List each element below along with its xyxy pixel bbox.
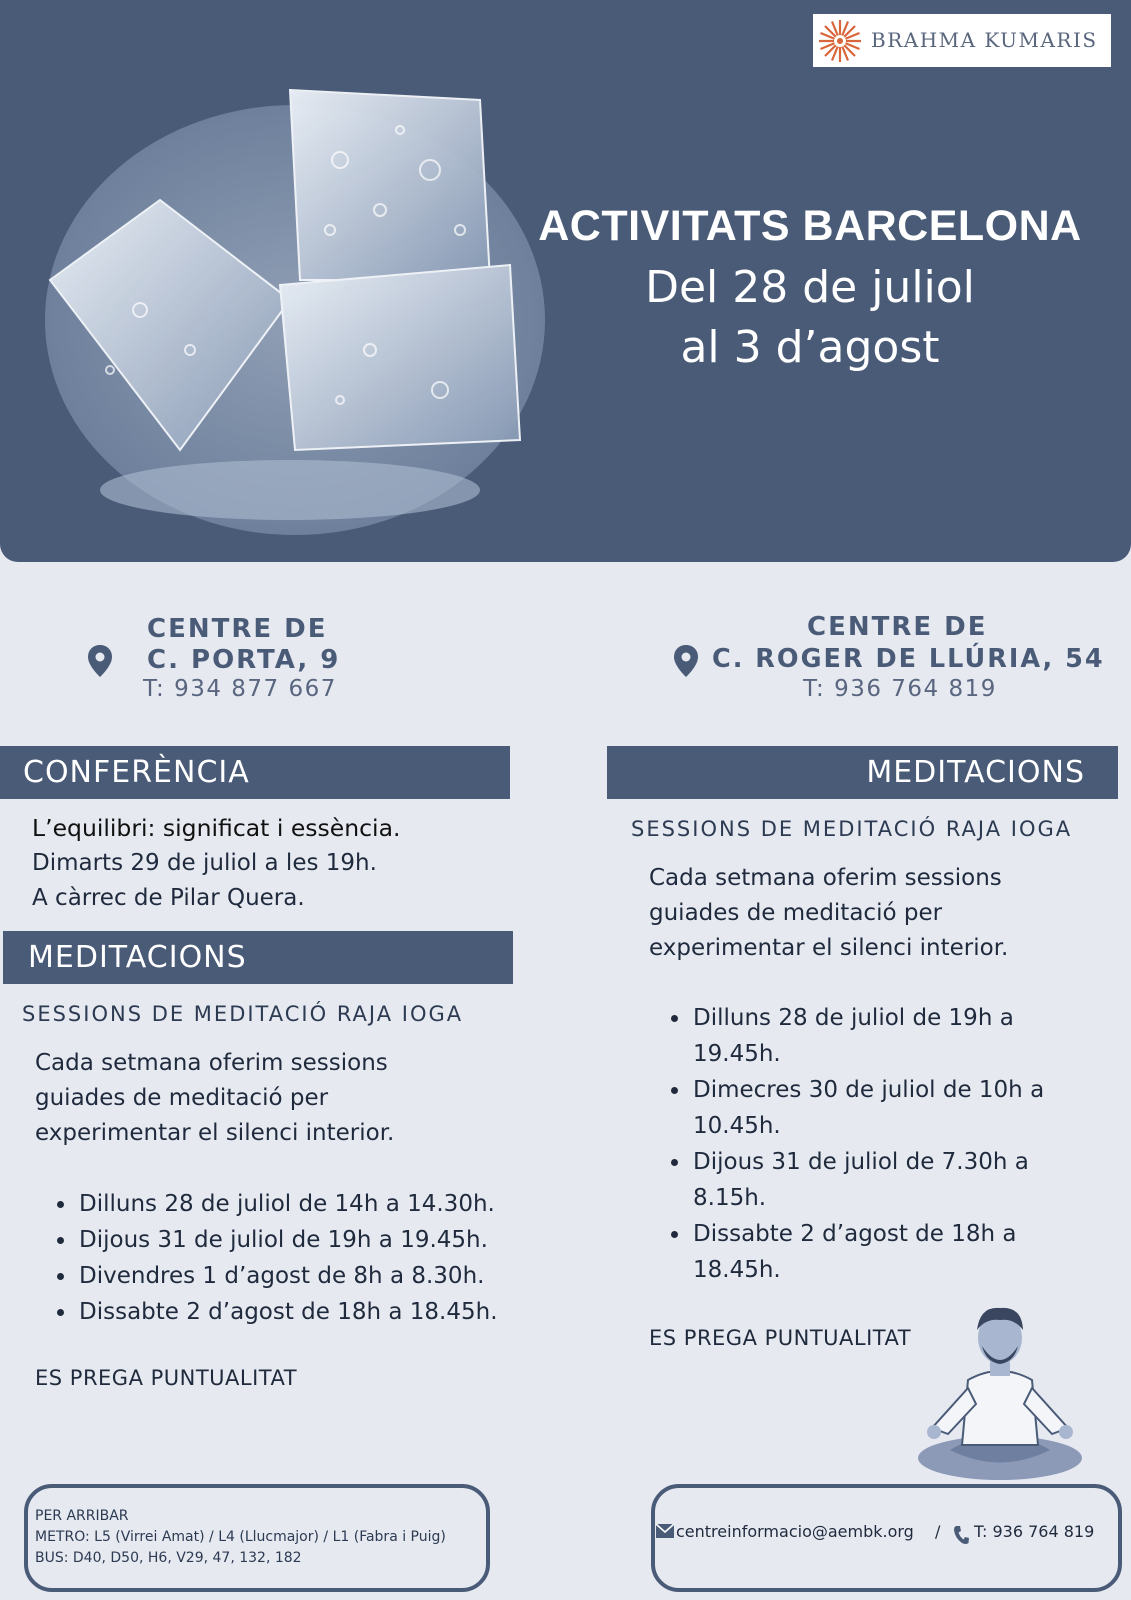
conference-date: Dimarts 29 de juliol a les 19h. — [32, 850, 377, 876]
conference-speaker: A càrrec de Pilar Quera. — [32, 885, 305, 911]
page-title: ACTIVITATS BARCELONA — [538, 202, 1082, 250]
list-item: • Dilluns 28 de juliol de 19h a 19.45h. — [691, 1000, 1066, 1072]
location-pin-icon — [673, 644, 699, 678]
logo-text: BRAHMA KUMARIS — [871, 28, 1098, 52]
sun-logo-icon — [817, 18, 863, 64]
list-item: • Dijous 31 de juliol de 19h a 19.45h. — [77, 1222, 557, 1258]
list-item: • Dijous 31 de juliol de 7.30h a 8.15h. — [691, 1144, 1066, 1216]
session-list-right — [649, 1000, 1066, 1288]
directions-title: PER ARRIBAR — [35, 1508, 129, 1524]
envelope-icon — [656, 1524, 674, 1538]
header-banner — [0, 0, 1131, 562]
centre-left-phone: T: 934 877 667 — [143, 676, 337, 702]
centre-left-line1: CENTRE DE — [147, 614, 328, 644]
contact-separator: / — [935, 1522, 941, 1541]
punctuality-note-right: ES PREGA PUNTUALITAT — [649, 1326, 912, 1350]
meditation-subheading-left: SESSIONS DE MEDITACIÓ RAJA IOGA — [22, 1002, 464, 1026]
directions-bus: BUS: D40, D50, H6, V29, 47, 132, 182 — [35, 1550, 302, 1566]
meditating-man-illustration — [910, 1300, 1090, 1490]
centre-right-line1: CENTRE DE — [807, 612, 988, 642]
directions-metro: METRO: L5 (Virrei Amat) / L4 (Llucmajor) / L1 (Fabra i Puig) — [35, 1529, 446, 1545]
meditation-description-left: Cada setmana oferim sessions guiades de meditació per experimentar el silenci interior. — [35, 1050, 395, 1146]
list-item: • Dissabte 2 d’agost de 18h a 18.45h. — [77, 1294, 557, 1330]
centre-right-address: C. ROGER DE LLÚRIA, 54 — [712, 644, 1105, 674]
conference-title: L’equilibri: significat i essència. — [32, 814, 401, 842]
centre-right-phone: T: 936 764 819 — [803, 676, 997, 702]
ice-cubes-illustration — [40, 70, 560, 540]
list-item: • Dilluns 28 de juliol de 14h a 14.30h. — [77, 1186, 557, 1222]
meditation-subheading-right: SESSIONS DE MEDITACIÓ RAJA IOGA — [631, 817, 1073, 841]
meditation-heading-right: MEDITACIONS — [607, 746, 1118, 799]
list-item: • Dissabte 2 d’agost de 18h a 18.45h. — [691, 1216, 1066, 1288]
conference-heading: CONFERÈNCIA — [0, 746, 510, 799]
date-range-line-1: Del 28 de juliol — [645, 262, 975, 313]
meditation-heading-left: MEDITACIONS — [3, 931, 513, 984]
meditation-description-right: Cada setmana oferim sessions guiades de meditació per experimentar el silenci interior. — [649, 865, 1009, 961]
location-pin-icon — [87, 644, 113, 678]
centre-left-address: C. PORTA, 9 — [147, 645, 341, 675]
contact-email[interactable]: centreinformacio@aembk.org — [676, 1522, 914, 1541]
punctuality-note-left: ES PREGA PUNTUALITAT — [35, 1366, 298, 1390]
contact-phone[interactable]: T: 936 764 819 — [974, 1522, 1095, 1541]
brahma-kumaris-logo — [813, 14, 1111, 67]
session-list-left — [35, 1186, 557, 1330]
list-item: • Dimecres 30 de juliol de 10h a 10.45h. — [691, 1072, 1066, 1144]
list-item: • Divendres 1 d’agost de 8h a 8.30h. — [77, 1258, 557, 1294]
phone-icon — [953, 1525, 969, 1545]
date-range-line-2: al 3 d’agost — [680, 322, 940, 373]
